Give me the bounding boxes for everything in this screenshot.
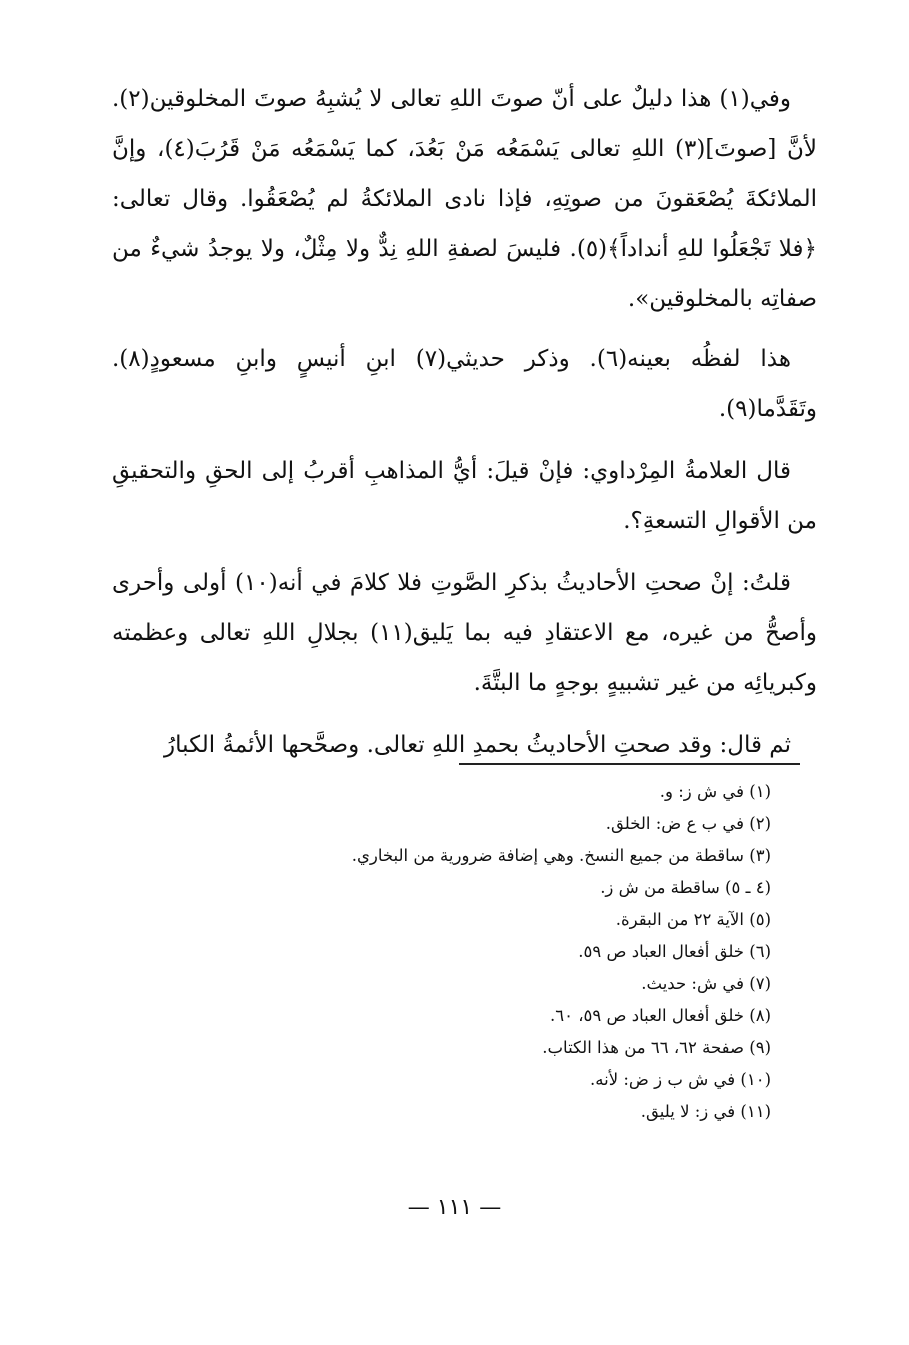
paragraph-5: ثم قال: وقد صحتِ الأحاديثُ بحمدِ اللهِ تعالى. وصحَّحها الأئمةُ الكبارُ bbox=[164, 732, 791, 758]
main-text bbox=[112, 74, 817, 782]
page-number: — ١١١ — bbox=[407, 1195, 502, 1220]
paragraph-1: وفي(١) هذا دليلٌ على أنّ صوتَ اللهِ تعالى لا يُشبِهُ صوتَ المخلوقين(٢). لأنَّ [صوتَ](٣) اللهِ تعالى يَسْمَعُه مَنْ بَعُدَ، كما يَسْمَعُه مَنْ قَرُبَ(٤)، وإنَّ الملائكةَ يُصْعَقونَ من صوتِهِ، فإذا نادى الملائكةُ لم يُصْعَقُوا. وقال تعالى: ﴿فلا تَجْعَلُوا للهِ أنداداً﴾(٥). فليسَ لصفةِ اللهِ نِدٌّ ولا مِثْلٌ، ولا يوجدُ شيءٌ من صفاتِه بالمخلوقين». bbox=[112, 86, 817, 312]
paragraph-3: قال العلامةُ المِرْداوي: فإنْ قيلَ: أيُّ المذاهبِ أقربُ إلى الحقِ والتحقيقِ من الأقوالِ التسعةِ؟. bbox=[112, 458, 817, 534]
footnote-divider bbox=[459, 763, 800, 765]
paragraph-4: قلتُ: إنْ صحتِ الأحاديثُ بذكرِ الصَّوتِ فلا كلامَ في أنه(١٠) أولى وأحرى وأصحُّ من غيره، مع الاعتقادِ فيه بما يَليق(١١) بجلالِ اللهِ تعالى وعظمته وكبريائِه من غير تشبيهٍ بوجهٍ ما البتَّةَ. bbox=[112, 570, 817, 696]
footnote-11: (١١) في ز: لا يليق. bbox=[640, 1102, 771, 1121]
footnote-1: (١) في ش ز: و. bbox=[659, 782, 771, 801]
footnotes bbox=[131, 776, 771, 1128]
footnote-9: (٩) صفحة ٦٢، ٦٦ من هذا الكتاب. bbox=[542, 1038, 771, 1057]
footnote-8: (٨) خلق أفعال العباد ص ٥٩، ٦٠. bbox=[549, 1006, 771, 1025]
footnote-10: (١٠) في ش ب ز ض: لأنه. bbox=[590, 1070, 771, 1089]
footnote-2: (٢) في ب ع ض: الخلق. bbox=[605, 814, 771, 833]
footnote-6: (٦) خلق أفعال العباد ص ٥٩. bbox=[578, 942, 771, 961]
footnote-3: (٣) ساقطة من جميع النسخ. وهي إضافة ضرورية من البخاري. bbox=[351, 846, 771, 865]
footnote-4: (٤ ـ ٥) ساقطة من ش ز. bbox=[600, 878, 771, 897]
footnote-5: (٥) الآية ٢٢ من البقرة. bbox=[615, 910, 771, 929]
footnote-7: (٧) في ش: حديث. bbox=[641, 974, 771, 993]
paragraph-2: هذا لفظُه بعينه(٦). وذكر حديثي(٧) ابنِ أنيسٍ وابنِ مسعودٍ(٨). وتَقَدَّما(٩). bbox=[112, 346, 817, 422]
